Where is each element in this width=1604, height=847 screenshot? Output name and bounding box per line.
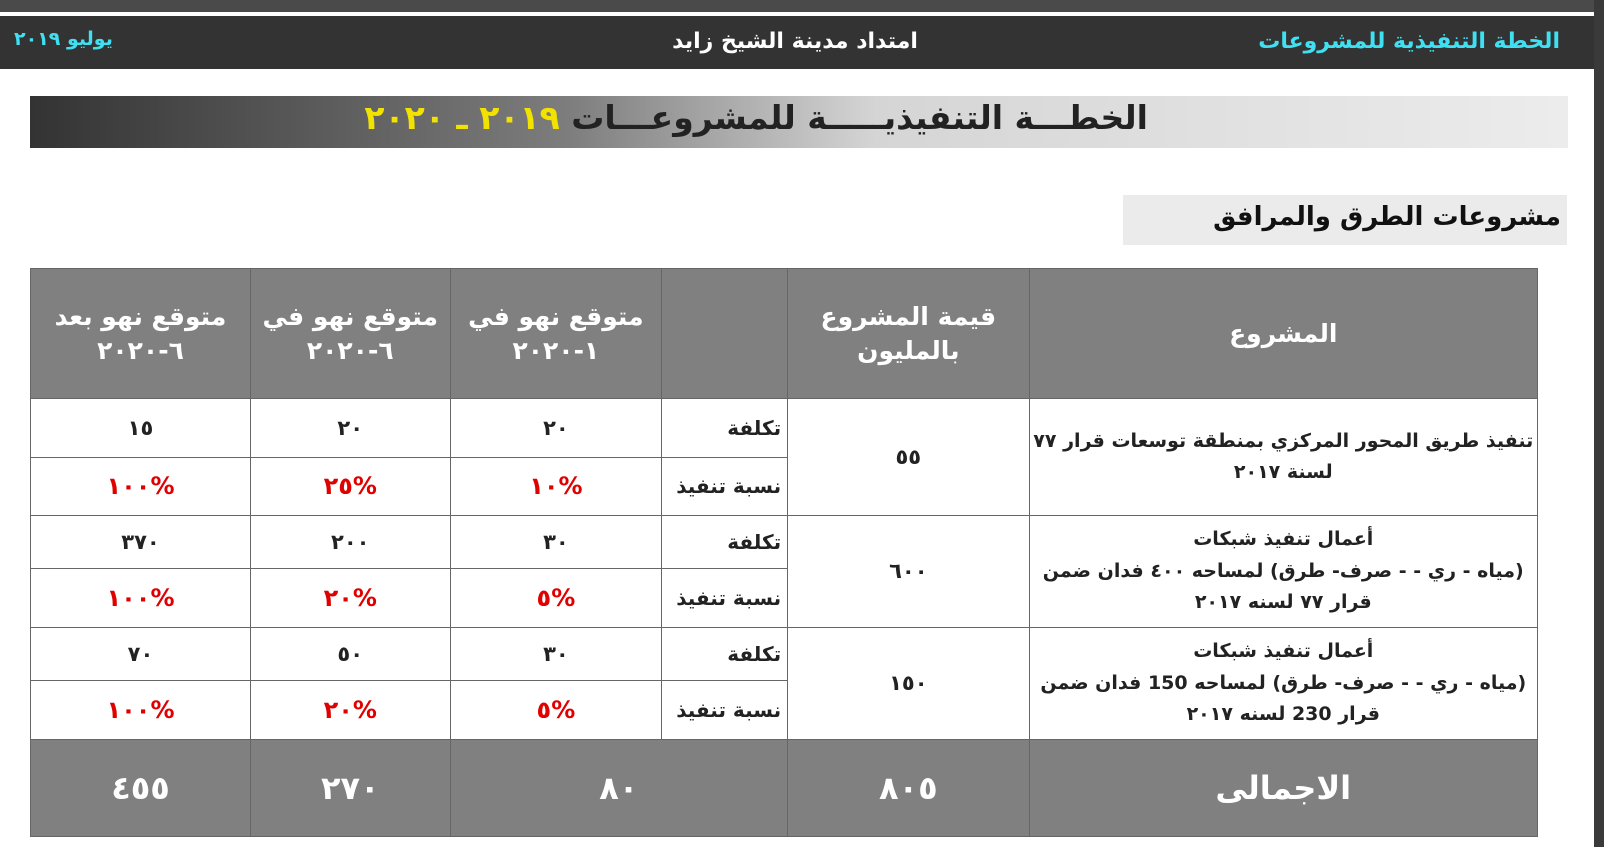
cost-cell: ٣٧٠ — [31, 516, 251, 569]
total-col1: ٨٠ — [450, 739, 788, 836]
total-col3: ٤٥٥ — [31, 739, 251, 836]
title-banner — [30, 96, 1568, 148]
project-line: أعمال تنفيذ شبكات — [1193, 640, 1374, 663]
table-row — [31, 516, 1538, 569]
header-value: قيمة المشروع بالمليون — [788, 269, 1029, 399]
ratio-label: نسبة تنفيذ — [662, 569, 788, 627]
header-plan-title: الخطة التنفيذية للمشروعات — [1258, 29, 1560, 54]
header-date: يوليو ٢٠١٩ — [14, 28, 113, 50]
project-line: لسنة ٢٠١٧ — [1233, 461, 1333, 484]
cost-cell: ٧٠ — [31, 627, 251, 680]
project-line: قرار ٧٧ لسنه ٢٠١٧ — [1194, 591, 1372, 614]
banner-title-text: الخطـــة التنفيذيـــــة للمشروعـــات — [571, 98, 1148, 137]
ratio-cell: %٢٥ — [251, 457, 451, 515]
ratio-cell: %١٠٠ — [31, 457, 251, 515]
ratio-cell: %٥ — [450, 681, 662, 739]
ratio-cell: %١٠٠ — [31, 569, 251, 627]
top-strip — [0, 0, 1604, 12]
project-line: (مياه - ري - - صرف- طرق) لمساحه 150 فدان ضمن — [1040, 671, 1527, 694]
project-value: ٦٠٠ — [788, 516, 1029, 628]
ratio-cell: %٢٠ — [251, 681, 451, 739]
cost-cell: ٥٠ — [251, 627, 451, 680]
projects-table — [30, 268, 1538, 837]
header-col1: متوقع نهو في ١-٢٠٢٠ — [450, 269, 662, 399]
total-label: الاجمالى — [1029, 739, 1537, 836]
header-col2: متوقع نهو في ٦-٢٠٢٠ — [251, 269, 451, 399]
table-row — [31, 399, 1538, 457]
total-value: ٨٠٥ — [788, 739, 1029, 836]
ratio-cell: %٥ — [450, 569, 662, 627]
project-line: قرار 230 لسنه ٢٠١٧ — [1186, 702, 1380, 725]
section-heading — [1123, 195, 1567, 245]
ratio-label: نسبة تنفيذ — [662, 681, 788, 739]
cost-cell: ٣٠ — [450, 627, 662, 680]
cost-label: تكلفة — [662, 399, 788, 457]
header-project: المشروع — [1029, 269, 1537, 399]
project-cell — [1029, 516, 1537, 628]
project-cell — [1029, 627, 1537, 739]
section-title: مشروعات الطرق والمرافق — [1213, 202, 1561, 232]
cost-cell: ٢٠٠ — [251, 516, 451, 569]
project-line: (مياه - ري - - صرف- طرق) لمساحه ٤٠٠ فدان ضمن — [1042, 559, 1524, 582]
cost-label: تكلفة — [662, 627, 788, 680]
cost-cell: ٢٠ — [251, 399, 451, 457]
header-col3: متوقع نهو بعد ٦-٢٠٢٠ — [31, 269, 251, 399]
ratio-cell: %٢٠ — [251, 569, 451, 627]
ratio-label: نسبة تنفيذ — [662, 457, 788, 515]
table-row — [31, 627, 1538, 680]
header-type — [662, 269, 788, 399]
page-header — [0, 16, 1594, 69]
cost-cell: ٣٠ — [450, 516, 662, 569]
project-value: ٥٥ — [788, 399, 1029, 516]
project-line: أعمال تنفيذ شبكات — [1193, 528, 1374, 551]
total-col2: ٢٧٠ — [251, 739, 451, 836]
cost-cell: ٢٠ — [450, 399, 662, 457]
right-edge-bar — [1594, 0, 1604, 847]
ratio-cell: %١٠٠ — [31, 681, 251, 739]
header-city-title: امتداد مدينة الشيخ زايد — [672, 29, 918, 54]
cost-cell: ١٥ — [31, 399, 251, 457]
banner-years: ٢٠١٩ ـ ٢٠٢٠ — [364, 98, 560, 137]
banner-title — [364, 98, 1148, 137]
total-row — [31, 739, 1538, 836]
project-line: تنفيذ طريق المحور المركزي بمنطقة توسعات قرار ٧٧ — [1033, 429, 1534, 452]
table-header-row — [31, 269, 1538, 399]
project-cell — [1029, 399, 1537, 516]
ratio-cell: %١٠ — [450, 457, 662, 515]
project-value: ١٥٠ — [788, 627, 1029, 739]
cost-label: تكلفة — [662, 516, 788, 569]
